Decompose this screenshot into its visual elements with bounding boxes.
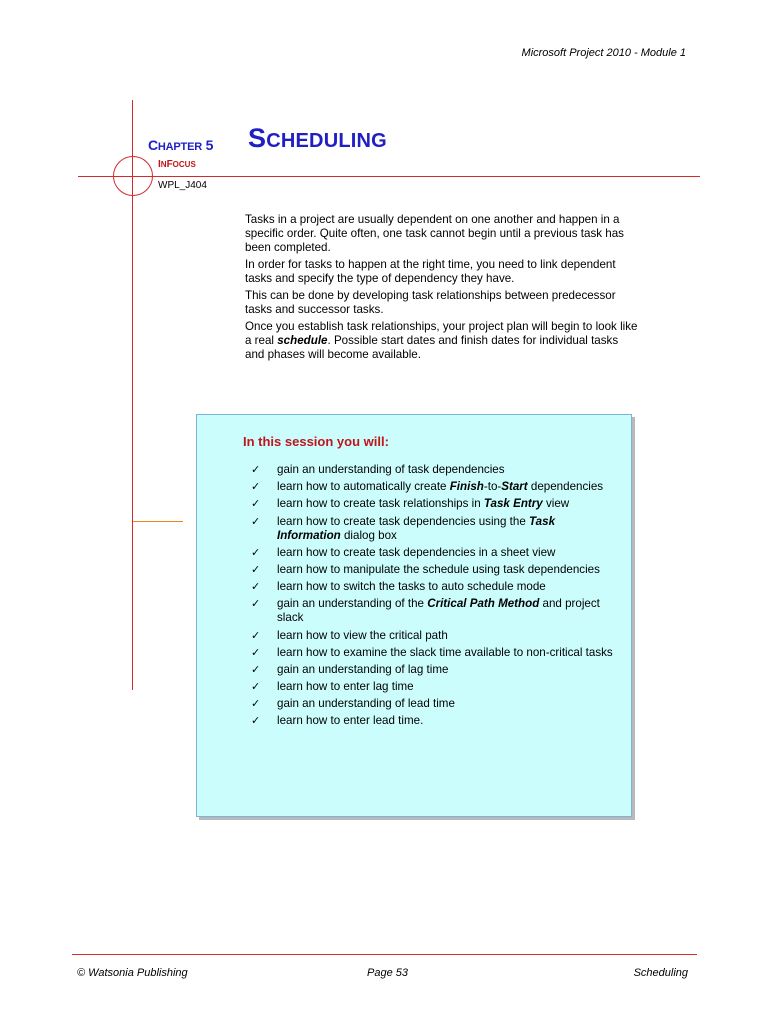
list-item: ✓ learn how to create task dependencies in a sheet view	[251, 545, 556, 559]
page-title	[248, 123, 387, 154]
check-icon: ✓	[251, 546, 261, 559]
chapter-initial: C	[148, 137, 158, 153]
footer-rule	[72, 954, 697, 955]
infocus-rest-1: N	[160, 160, 167, 169]
chapter-rest: HAPTER	[157, 141, 202, 153]
infocus-initial-2: F	[166, 159, 173, 170]
running-header: Microsoft Project 2010 - Module 1	[521, 47, 686, 59]
intro-paragraph-1: Tasks in a project are usually dependent on one another and happen in a specific order. Quite often, one task cannot begin until a previous task has been completed.	[245, 213, 624, 254]
course-code: WPL_J404	[158, 180, 207, 191]
check-icon: ✓	[251, 598, 261, 611]
intro-p4-emphasis: schedule	[277, 334, 328, 347]
check-icon: ✓	[251, 629, 261, 642]
title-rest: CHEDULING	[266, 130, 387, 152]
footer-publisher: © Watsonia Publishing	[77, 967, 188, 979]
check-icon: ✓	[251, 563, 261, 576]
list-item: ✓ learn how to switch the tasks to auto schedule mode	[251, 580, 546, 594]
footer-page-number: Page 53	[367, 967, 408, 979]
chapter-circle	[113, 156, 153, 196]
infocus-rest-2: OCUS	[172, 160, 196, 169]
infocus-initial-1: I	[158, 159, 161, 170]
intro-p4-before: Once you establish task relationships, your project plan will begin to look like a real	[245, 320, 638, 347]
list-item: ✓ learn how to automatically create Finish-to-Start dependencies	[251, 480, 604, 494]
check-icon: ✓	[251, 581, 261, 594]
intro-paragraph-2: In order for tasks to happen at the right time, you need to link dependent tasks and specify the type of dependency they have.	[245, 258, 616, 285]
check-icon: ✓	[251, 698, 261, 711]
list-item: ✓ learn how to view the critical path	[251, 628, 448, 642]
check-icon: ✓	[251, 515, 261, 528]
check-icon: ✓	[251, 498, 261, 511]
check-icon: ✓	[251, 715, 261, 728]
list-item: ✓ learn how to examine the slack time available to non-critical tasks	[251, 645, 613, 659]
infocus-label	[158, 159, 196, 170]
check-icon: ✓	[251, 646, 261, 659]
intro-text	[245, 213, 640, 365]
intro-paragraph-4	[245, 320, 640, 362]
intro-p4-after: . Possible start dates and finish dates for individual tasks and phases will become available.	[245, 334, 619, 361]
margin-tick	[133, 521, 183, 522]
list-item: ✓ gain an understanding of lead time	[251, 697, 455, 711]
check-icon: ✓	[251, 481, 261, 494]
horizontal-rule	[78, 176, 700, 177]
session-list	[251, 463, 616, 732]
check-icon: ✓	[251, 681, 261, 694]
chapter-label	[148, 137, 213, 153]
list-item: ✓ gain an understanding of task dependencies	[251, 463, 505, 476]
list-item: ✓ learn how to create task relationships in Task Entry view	[251, 497, 570, 511]
check-icon: ✓	[251, 663, 261, 676]
list-item: ✓ gain an understanding of lag time	[251, 662, 449, 676]
list-item: ✓ gain an understanding of the Critical Path Method and project slack	[251, 597, 600, 625]
title-initial: S	[248, 123, 267, 153]
chapter-number: 5	[205, 137, 214, 153]
session-title: In this session you will:	[243, 434, 389, 449]
intro-paragraph-3: This can be done by developing task relationships between predecessor tasks and successor tasks.	[245, 289, 616, 316]
list-item: ✓ learn how to enter lead time.	[251, 714, 424, 728]
footer-section: Scheduling	[633, 967, 688, 979]
check-icon: ✓	[251, 464, 261, 476]
list-item: ✓ learn how to manipulate the schedule using task dependencies	[251, 562, 600, 576]
list-item: ✓ learn how to create task dependencies using the Task Information dialog box	[251, 514, 556, 542]
session-panel	[196, 414, 632, 817]
list-item: ✓ learn how to enter lag time	[251, 680, 414, 694]
